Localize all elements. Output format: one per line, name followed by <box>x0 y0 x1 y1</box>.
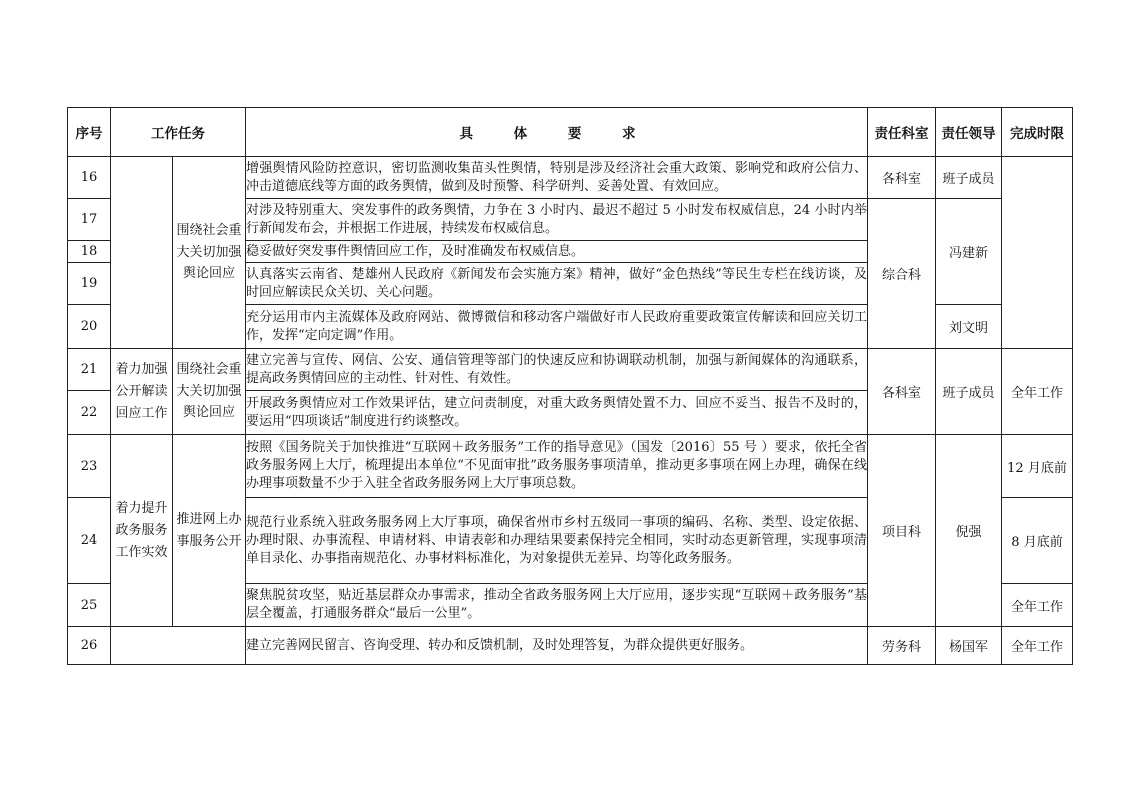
department-cell: 劳务科 <box>868 627 936 665</box>
task-cell: 围绕社会重大关切加强舆论回应 <box>173 157 246 349</box>
table-row <box>68 435 1073 498</box>
row-number: 18 <box>68 241 111 263</box>
category-cell-empty <box>111 157 173 349</box>
row-number: 26 <box>68 627 111 665</box>
requirement-text: 聚焦脱贫攻坚，贴近基层群众办事需求，推动全省政务服务网上大厅应用，逐步实现“互联网＋政务服务”基层全覆盖，打通服务群众“最后一公里”。 <box>246 584 868 627</box>
header-leader: 责任领导 <box>936 108 1002 157</box>
deadline-cell: 12 月底前 <box>1002 435 1073 498</box>
row-number: 17 <box>68 199 111 241</box>
deadline-cell: 全年工作 <box>1002 627 1073 665</box>
deadline-cell: 全年工作 <box>1002 584 1073 627</box>
row-number: 23 <box>68 435 111 498</box>
header-dept: 责任科室 <box>868 108 936 157</box>
requirement-text: 充分运用市内主流媒体及政府网站、微博微信和移动客户端做好市人民政府重要政策宣传解读和回应关切工作，发挥“定向定调”作用。 <box>246 305 868 349</box>
department-cell: 综合科 <box>868 199 936 349</box>
header-row <box>68 108 1073 157</box>
category-cell: 着力提升政务服务工作实效 <box>111 435 173 627</box>
row-number: 16 <box>68 157 111 199</box>
deadline-cell: 全年工作 <box>1002 349 1073 435</box>
row-number: 21 <box>68 349 111 391</box>
row-number: 25 <box>68 584 111 627</box>
row-number: 22 <box>68 391 111 435</box>
requirement-text: 稳妥做好突发事件舆情回应工作，及时准确发布权威信息。 <box>246 241 868 263</box>
task-cell: 推进网上办事服务公开 <box>173 435 246 627</box>
requirement-text: 按照《国务院关于加快推进“互联网＋政务服务”工作的指导意见》（国发〔2016〕55 号 ）要求，依托全省政务服务网上大厅，梳理提出本单位“不见面审批”政务服务事项清单，推动更多事项在网上办理，确保在线办理事项数量不少于入驻全省政务服务网上大厅事项总数。 <box>246 435 868 498</box>
row-number: 20 <box>68 305 111 349</box>
leader-cell: 班子成员 <box>936 349 1002 435</box>
header-task: 工作任务 <box>111 108 246 157</box>
row-number: 19 <box>68 263 111 305</box>
requirement-text: 建立完善与宣传、网信、公安、通信管理等部门的快速反应和协调联动机制，加强与新闻媒体的沟通联系，提高政务舆情回应的主动性、针对性、有效性。 <box>246 349 868 391</box>
header-requirement: 具 体 要 求 <box>246 108 868 157</box>
department-cell: 各科室 <box>868 157 936 199</box>
header-seq: 序号 <box>68 108 111 157</box>
row-number: 24 <box>68 498 111 584</box>
deadline-cell: 8 月底前 <box>1002 498 1073 584</box>
leader-cell: 倪强 <box>936 435 1002 627</box>
requirement-text: 对涉及特别重大、突发事件的政务舆情，力争在 3 小时内、最迟不超过 5 小时发布权威信息，24 小时内举行新闻发布会，并根据工作进展，持续发布权威信息。 <box>246 199 868 241</box>
requirement-text: 增强舆情风险防控意识，密切监测收集苗头性舆情，特别是涉及经济社会重大政策、影响党和政府公信力、冲击道德底线等方面的政务舆情，做到及时预警、科学研判、妥善处置、有效回应。 <box>246 157 868 199</box>
table-row <box>68 349 1073 391</box>
category-cell-empty <box>111 627 246 665</box>
requirement-text: 认真落实云南省、楚雄州人民政府《新闻发布会实施方案》精神，做好“金色热线”等民生专栏在线访谈，及时回应解读民众关切、关心问题。 <box>246 263 868 305</box>
department-cell: 项目科 <box>868 435 936 627</box>
requirement-text: 建立完善网民留言、咨询受理、转办和反馈机制，及时处理答复，为群众提供更好服务。 <box>246 627 868 665</box>
table-row <box>68 627 1073 665</box>
requirement-text: 开展政务舆情应对工作效果评估，建立问责制度，对重大政务舆情处置不力、回应不妥当、报告不及时的，要运用“四项谈话”制度进行约谈整改。 <box>246 391 868 435</box>
table-row <box>68 157 1073 199</box>
leader-cell: 杨国军 <box>936 627 1002 665</box>
leader-cell: 班子成员 <box>936 157 1002 199</box>
deadline-cell-empty <box>1002 157 1073 349</box>
work-task-table <box>67 107 1073 665</box>
header-deadline: 完成时限 <box>1002 108 1073 157</box>
task-cell: 围绕社会重大关切加强舆论回应 <box>173 349 246 435</box>
leader-cell: 冯建新 <box>936 199 1002 305</box>
category-cell: 着力加强公开解读回应工作 <box>111 349 173 435</box>
requirement-text: 规范行业系统入驻政务服务网上大厅事项，确保省州市乡村五级同一事项的编码、名称、类型、设定依据、办理时限、办事流程、申请材料、申请表彰和办理结果要素保持完全相同，实时动态更新管理，实现事项清单目录化、办事指南规范化、办事材料标准化，为对象提供无差异、均等化政务服务。 <box>246 498 868 584</box>
leader-cell: 刘文明 <box>936 305 1002 349</box>
department-cell: 各科室 <box>868 349 936 435</box>
